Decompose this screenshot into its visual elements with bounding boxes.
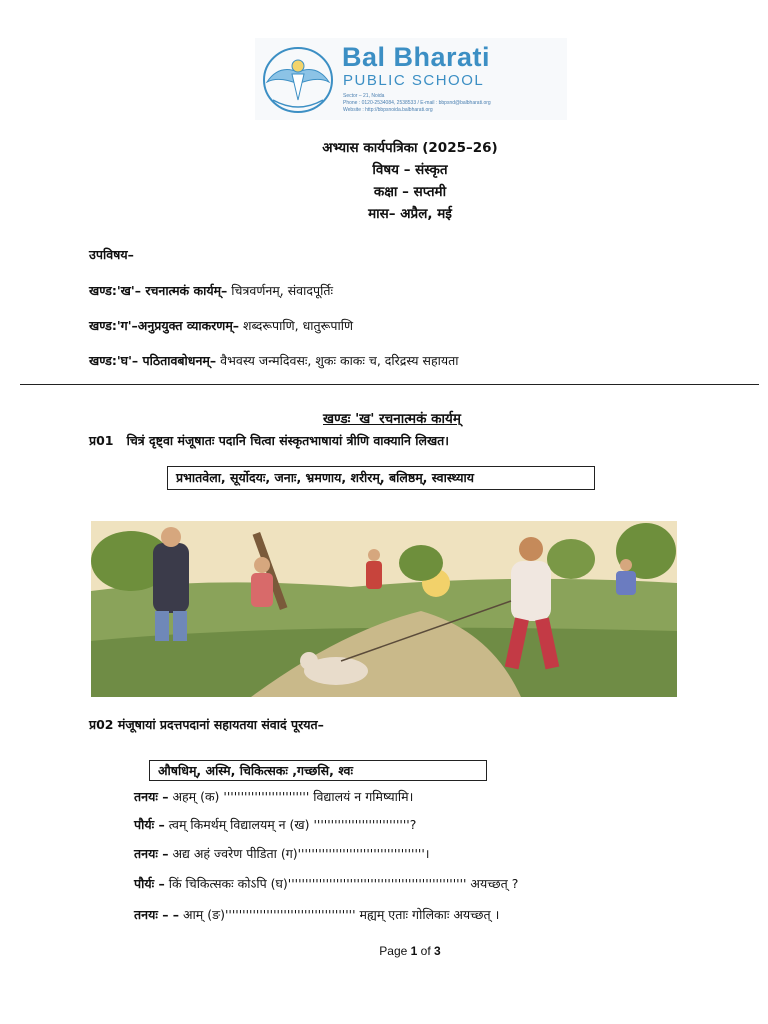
dialogue-text: त्वम् किमर्थम् विद्यालयम् न (ख) ''''''''''''''''''''''''''''? [168,817,417,832]
page-indicator [0,944,768,958]
school-website: Website : http://bbpsnoida.balbharati.org [343,107,433,113]
question-text: मंजूषायां प्रदत्तपदानां सहायतया संवादं पूरयत– [117,717,324,732]
question-1 [89,432,449,449]
school-name: Bal Bharati [342,42,491,72]
subtopic-item [89,317,353,334]
school-address: Sector – 21, Noida [343,93,385,99]
dialogue-line [134,906,499,923]
dialogue-speaker: तनयः – [134,789,169,804]
woman-figure [511,561,551,621]
page-total: 3 [434,944,441,958]
dialogue-line [134,845,430,862]
subtopic-label: खण्ड:'घ'– पठितावबोधनम्– [89,353,217,368]
section-title: खण्डः 'ख' रचनात्मकं कार्यम् [323,411,461,427]
dialogue-text: अहम् (क) ''''''''''''''''''''''''' विद्यालयं न गमिष्यामि। [172,789,414,804]
divider [20,384,759,385]
class-line: कक्षा – सप्तमी [373,184,447,200]
page-of: of [417,944,435,958]
subtopic-label: खण्ड:'ग'–अनुप्रयुक्त व्याकरणम्– [89,318,240,333]
child-figure [251,573,273,607]
park-illustration [91,521,677,697]
page-current: 1 [410,944,418,958]
dialogue-speaker: पौर्यः – [134,876,165,891]
subtopic-value: शब्दरूपाणि, धातुरूपाणि [243,318,353,333]
school-emblem-icon [259,42,337,116]
dialogue-speaker: पौर्यः – [134,817,165,832]
question-2 [89,716,324,733]
dialogue-text: अद्य अहं ज्वरेण पीडिता (ग)'''''''''''''''''''''''''''''''''''''। [172,846,430,861]
subtopic-value: वैभवस्य जन्मदिवसः, शुकः काकः च, दरिद्रस्य सहायता [220,353,459,368]
dialogue-line [134,816,416,833]
month-line: मास– अप्रैल, मई [368,206,452,222]
dialogue-speaker: तनयः – [134,846,169,861]
worksheet-title: अभ्यास कार्यपत्रिका (2025–26) [322,140,498,156]
question-number: प्र01 [89,433,114,448]
subtopic-item [89,352,458,369]
dialogue-line [134,788,413,805]
subtopic-heading: उपविषय– [89,247,134,262]
subtopic-value: चित्रवर्णनम्, संवादपूर्तिः [231,283,333,298]
dialogue-text: आम् (ङ)'''''''''''''''''''''''''''''''''''''' मह्यम् एताः गोलिकाः अयच्छत् । [183,907,500,922]
word-box: औषधिम्, अस्मि, चिकित्सकः ,गच्छसि, श्वः [149,760,487,781]
question-number: प्र02 [89,717,114,732]
question-text: चित्रं दृष्ट्वा मंजूषातः पदानि चित्वा संस्कृतभाषायां त्रीणि वाक्यानि लिखत। [126,433,450,448]
subject-line: विषय – संस्कृत [372,162,448,178]
page-prefix: Page [379,944,411,958]
dialogue-speaker: तनयः – – [134,907,180,922]
man-figure [153,543,189,613]
dialogue-text: किं चिकित्सकः कोऽपि (घ)'''''''''''''''''''''''''''''''''''''''''''''''''''' अयच्छत् ? [168,876,519,891]
dialogue-line [134,875,518,892]
school-contact: Phone : 0120-2534084, 2538533 / E-mail : bbpsnd@balbharati.org [343,100,491,106]
subtopic-label: खण्ड:'ख'– रचनात्मकं कार्यम्– [89,283,228,298]
word-box: प्रभातवेला, सूर्योदयः, जनाः, भ्रमणाय, शरीरम्, बलिष्ठम्, स्वास्थ्याय [167,466,595,490]
school-type: PUBLIC SCHOOL [343,72,485,89]
school-logo [255,38,567,120]
subtopic-item [89,282,333,299]
